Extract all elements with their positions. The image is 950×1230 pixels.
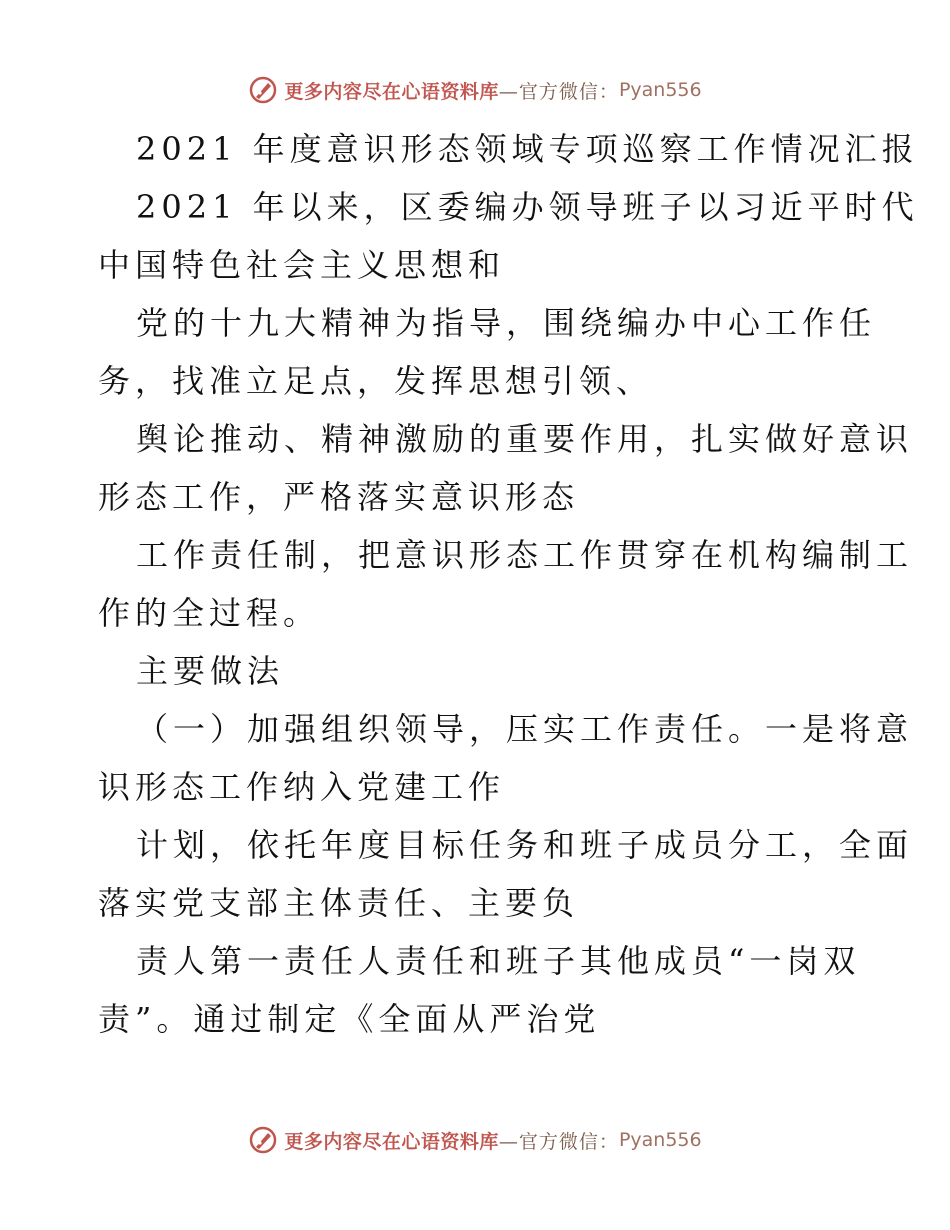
paragraph-line: 识形态工作纳入党建工作 <box>98 768 506 806</box>
paragraph-line: 务，找准立足点，发挥思想引领、 <box>98 362 654 400</box>
footer-promo-text: 更多内容尽在心语资料库 <box>284 1130 499 1153</box>
paragraph-line: 计划，依托年度目标任务和班子成员分工，全面 <box>136 826 914 864</box>
document-body <box>98 120 919 1048</box>
pen-logo-icon <box>248 1125 278 1155</box>
paragraph-line: 落实党支部主体责任、主要负 <box>98 884 580 922</box>
paragraph-line: 中国特色社会主义思想和 <box>98 246 506 284</box>
header-wechat-id: Pyan556 <box>618 79 702 101</box>
paragraph-line: 责人第一责任人责任和班子其他成员“一岗双 <box>136 942 861 980</box>
footer-official-label: —官方微信： <box>498 1130 619 1153</box>
footer-banner <box>0 1120 950 1160</box>
paragraph-line: 舆论推动、精神激励的重要作用，扎实做好意识 <box>136 420 914 458</box>
header-banner <box>0 70 950 110</box>
paragraph-line: 党的十九大精神为指导，围绕编办中心工作任 <box>136 304 877 342</box>
paragraph-line: 作的全过程。 <box>98 594 321 632</box>
paragraph-line: 2021 年以来，区委编办领导班子以习近平时代 <box>136 188 919 226</box>
paragraph-line: 形态工作，严格落实意识形态 <box>98 478 580 516</box>
header-promo-text: 更多内容尽在心语资料库 <box>284 80 499 103</box>
section-heading: 主要做法 <box>136 652 285 690</box>
paragraph-line: （一）加强组织领导，压实工作责任。一是将意 <box>136 710 914 748</box>
paragraph-line: 工作责任制，把意识形态工作贯穿在机构编制工 <box>136 536 914 574</box>
header-official-label: —官方微信： <box>498 80 619 103</box>
paragraph-line: 责”。通过制定《全面从严治党 <box>98 1000 601 1038</box>
document-title: 2021 年度意识形态领域专项巡察工作情况汇报 <box>136 130 919 168</box>
footer-wechat-id: Pyan556 <box>618 1129 702 1151</box>
pen-logo-icon <box>248 75 278 105</box>
